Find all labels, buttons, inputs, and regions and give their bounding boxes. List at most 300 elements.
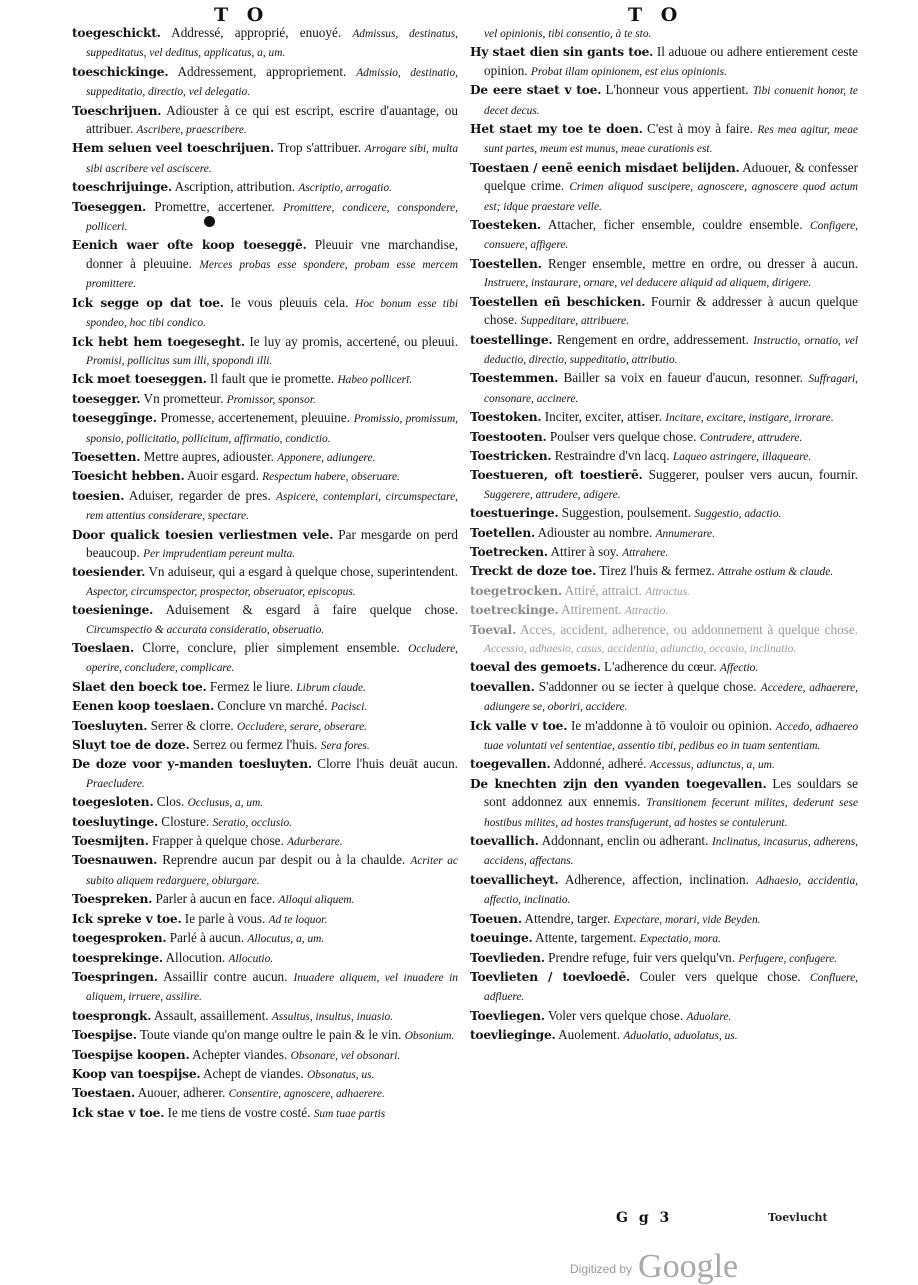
latin-gloss: Obsonare, vel obsonari. (290, 1049, 401, 1062)
dictionary-entry (72, 467, 458, 486)
headword: toevlieginge. (470, 1028, 556, 1043)
french-gloss: Trop s'attribuer. (277, 140, 362, 156)
headword: Koop van toespijse. (72, 1066, 201, 1081)
french-gloss: Fournir & addresser à aucun quelque chose. (484, 293, 858, 328)
latin-gloss: Obsonatus, us. (307, 1068, 375, 1081)
dictionary-entry (470, 621, 858, 659)
headword: Toesluyten. (72, 718, 148, 733)
french-gloss: Inciter, exciter, attiser. (544, 409, 662, 425)
french-gloss: Il fault que ie promette. (210, 371, 335, 387)
headword: Eenich waer ofte koop toeseggē. (72, 238, 307, 253)
french-gloss: Pleuuir vne marchandise, donner à pleuuine. (86, 237, 458, 271)
latin-gloss: Librum claude. (296, 681, 366, 694)
french-gloss: Prendre refuge, fuir vers quelqu'vn. (548, 949, 736, 965)
french-gloss: Suggerer, poulser vers aucun, fournir. (648, 467, 858, 483)
latin-gloss: Attrahe ostium & claude. (717, 566, 834, 579)
dictionary-entry (72, 717, 458, 736)
dictionary-entry (470, 120, 858, 159)
headword: Ick spreke v toe. (72, 911, 182, 926)
latin-gloss: Merces probas esse spondere, probam esse mercem promittere. (86, 258, 458, 291)
headword: Toespringen. (72, 969, 158, 984)
french-gloss: Vn prometteur. (143, 390, 224, 406)
french-gloss: Assault, assaillement. (153, 1007, 269, 1023)
dictionary-entry (72, 697, 458, 716)
french-gloss: Suggestion, poulsement. (561, 505, 692, 521)
latin-gloss: Accedo, adhaereo tuae voluntati vel sententiae, assentio tibi, pedibus eo in tuam sententiam. (484, 720, 858, 753)
google-logo: Google (638, 1248, 739, 1285)
latin-gloss: Per imprudentiam pereunt multa. (143, 547, 296, 560)
french-gloss: Les souldars se sont addonnez aux ennemis. (484, 775, 858, 810)
latin-gloss: Ascribere, praescribere. (136, 124, 247, 137)
dictionary-entry (72, 370, 458, 389)
french-gloss: Adiouster à ce qui est escript, escrire d'auantage, ou attribuer. (86, 102, 458, 137)
latin-gloss: Circumspectio & accurata consideratio, obseruatio. (86, 623, 325, 636)
french-gloss: Ie parle à vous. (184, 910, 266, 926)
french-gloss: Ie m'addonne à tō vouloir ou opinion. (571, 717, 773, 733)
french-gloss: S'addonner ou se iecter à quelque chose. (538, 678, 757, 694)
dictionary-entry (72, 198, 458, 237)
dictionary-entry (470, 949, 858, 968)
dictionary-entry (72, 563, 458, 601)
french-gloss: Poulser vers quelque chose. (549, 428, 697, 444)
dictionary-entry (72, 1104, 458, 1123)
dictionary-entry (470, 408, 858, 427)
headword: Toestellen. (470, 256, 542, 271)
latin-gloss: Aduolare. (686, 1010, 732, 1023)
french-gloss: Frapper à quelque chose. (151, 833, 284, 849)
headword: Eenen koop toeslaen. (72, 699, 214, 714)
french-gloss: Allocution. (165, 949, 226, 965)
headword: toesieninge. (72, 603, 154, 618)
latin-gloss: Suggestio, adactio. (694, 508, 782, 521)
french-gloss: Clorre l'huis deuāt aucun. (317, 756, 458, 772)
latin-gloss: Instructio, ornatio, vel deductio, directio, suppeditatio, attributio. (484, 334, 858, 366)
latin-gloss: Expectatio, mora. (639, 933, 721, 946)
latin-gloss: Contrudere, attrudere. (699, 431, 803, 444)
latin-gloss: Apponere, adiungere. (277, 451, 376, 464)
dictionary-entry (470, 504, 858, 523)
french-gloss: Aduisement & esgard à faire quelque chose. (165, 602, 458, 618)
dictionary-entry (72, 1046, 458, 1065)
latin-gloss: Suggerere, attrudere, adigere. (484, 488, 621, 501)
french-gloss: Addressé, approprié, enuoyé. (171, 25, 342, 40)
french-gloss: Addonné, adheré. (553, 756, 647, 772)
dictionary-entry (72, 409, 458, 448)
dictionary-entry (72, 63, 458, 102)
dictionary-entry (470, 369, 858, 408)
running-head-left: T O (214, 4, 270, 26)
french-gloss: Il aduoue ou adhere entierement ceste opinion. (484, 44, 858, 78)
dictionary-entry (470, 775, 858, 832)
latin-gloss: Suppeditare, attribuere. (520, 315, 629, 328)
headword: toeschrijuinge. (72, 180, 172, 195)
latin-gloss: Laqueo astringere, illaqueare. (672, 450, 812, 463)
headword: Toespijse. (72, 1028, 137, 1043)
dictionary-entry (470, 428, 858, 447)
latin-gloss: Transitionem fecerunt milites, dederunt sese hostibus milites, ad hostes transfugerunt, ad hostes se contulerunt. (484, 797, 858, 829)
french-gloss: Auolement. (558, 1027, 621, 1043)
headword: toegesloten. (72, 795, 154, 810)
headword: Toestricken. (470, 448, 552, 463)
headword: toeuinge. (470, 931, 533, 946)
dictionary-entry (72, 1065, 458, 1084)
latin-gloss: Arrogare sibi, multa sibi ascribere vel asciscere. (86, 143, 458, 175)
headword: Toevlieten / toevloedē. (470, 969, 631, 984)
headword: toesprekinge. (72, 950, 163, 965)
french-gloss: Clorre, conclure, plier simplement ensemble. (142, 640, 400, 655)
dictionary-entry (470, 543, 858, 562)
latin-gloss: Occludere, serare, obserare. (237, 720, 368, 733)
dictionary-entry (470, 1026, 858, 1045)
latin-gloss: Respectum habere, obseruare. (262, 471, 400, 484)
dictionary-entry (470, 582, 858, 601)
headword: De eere staet v toe. (470, 83, 602, 98)
latin-gloss: Configere, consuere, affigere. (484, 220, 858, 252)
latin-gloss: Attractio. (624, 605, 669, 618)
french-gloss: Par mesgarde on perd beaucoup. (86, 526, 458, 560)
latin-gloss: Attractus. (645, 585, 690, 598)
french-gloss: Couler vers quelque chose. (639, 968, 801, 984)
french-gloss: Attirement. (561, 602, 622, 618)
latin-gloss: Allocutus, a, um. (247, 933, 325, 946)
french-gloss: Restraindre d'vn lacq. (554, 447, 670, 463)
french-gloss: Auouer, adherer. (137, 1085, 226, 1101)
headword: Ick hebt hem toegeseght. (72, 334, 245, 349)
latin-gloss: Instruere, instaurare, ornare, vel deducere aliquid ad aliquem, dirigere. (484, 277, 812, 290)
dictionary-entry (470, 331, 858, 370)
latin-gloss: Attrahere. (622, 546, 669, 559)
latin-gloss: Promittere, condicere, conspondere, polliceri. (86, 201, 458, 234)
french-gloss: Promettre, accertener. (154, 198, 275, 214)
french-gloss: Fermez le liure. (209, 678, 294, 694)
latin-gloss: Assultus, insultus, inuasio. (271, 1010, 394, 1023)
latin-gloss: Acriter ac subito aliquem redarguere, obiurgare. (86, 855, 458, 887)
french-gloss: Conclure vn marché. (217, 698, 328, 714)
dictionary-entry (72, 102, 458, 140)
dictionary-entry (72, 294, 458, 333)
headword: toevallen. (470, 679, 535, 694)
french-gloss: L'adherence du cœur. (604, 659, 717, 675)
latin-gloss: Expectare, morari, vide Beyden. (613, 913, 761, 926)
headword: Toestemmen. (470, 371, 559, 386)
latin-gloss: Promisi, pollicitus sum illi, spopondi illi. (86, 354, 273, 367)
dictionary-entry (72, 968, 458, 1007)
headword: Toestooten. (470, 429, 547, 444)
dictionary-entry (470, 929, 858, 948)
dictionary-entry (72, 639, 458, 678)
headword: Toesnauwen. (72, 853, 158, 868)
latin-gloss: Ascriptio, arrogatio. (298, 182, 392, 195)
dictionary-entry (72, 949, 458, 968)
latin-gloss: Incitare, excitare, instigare, irrorare. (665, 412, 834, 425)
french-gloss: Promesse, accertenement, pleuuine. (160, 410, 350, 426)
headword: Toevliegen. (470, 1008, 545, 1023)
headword: Toestaen. (72, 1086, 135, 1101)
dictionary-entry (72, 929, 458, 948)
dictionary-entry (72, 755, 458, 793)
headword: toesprongk. (72, 1008, 152, 1023)
latin-gloss: Seratio, occlusio. (212, 816, 293, 829)
latin-gloss: Adhaesio, accidentia, affectio, inclinatio. (484, 874, 858, 907)
headword: Toeval. (470, 622, 517, 637)
dictionary-entry (72, 1026, 458, 1045)
right-column (470, 24, 858, 1046)
latin-gloss: Pacisci. (330, 701, 368, 714)
dictionary-entry (470, 832, 858, 871)
headword: Door qualick toesien verliestmen vele. (72, 527, 334, 542)
dictionary-entry (72, 601, 458, 639)
headword: toegetrocken. (470, 583, 563, 598)
headword: Hem seluen veel toeschrijuen. (72, 141, 275, 156)
dictionary-entry (72, 448, 458, 467)
headword: toesluytinge. (72, 814, 158, 829)
latin-gloss: Tibi conuenit honor, te decet decus. (484, 85, 858, 117)
french-gloss: Serrer & clorre. (150, 717, 234, 733)
latin-gloss: Inuadere aliquem, vel inuadere in aliquem, irruere, assilire. (86, 971, 458, 1004)
headword: toesien. (72, 488, 125, 503)
dictionary-entry (72, 333, 458, 371)
french-gloss: Bailler sa voix en faueur d'aucun, resonner. (563, 370, 804, 386)
latin-gloss: Accessio, adhaesio, casus, accidentia, adiunctio, occasio, inclinatio. (484, 643, 797, 655)
latin-gloss: Consentire, agnoscere, adhaerere. (228, 1088, 385, 1101)
french-gloss: Acces, accident, adherence, ou addonnement à quelque chose. (520, 621, 858, 637)
headword: Toeschrijuen. (72, 103, 162, 118)
french-gloss: Vn aduiseur, qui a esgard à quelque chose, superintendent. (148, 564, 458, 580)
latin-gloss: Inclinatus, incasurus, adherens, accidens, affectans. (484, 836, 858, 868)
dictionary-entry (72, 678, 458, 697)
latin-gloss: Annumerare. (655, 527, 715, 540)
latin-gloss: Res mea agitur, meae sunt partes, meum est munus, meae curationis est. (484, 124, 858, 156)
latin-gloss: Admissus, destinatus, suppeditatus, vel deditus, applicatus, a, um. (86, 28, 458, 60)
latin-gloss: Accessus, adiunctus, a, um. (649, 759, 775, 772)
french-gloss: Serrez ou fermez l'huis. (192, 737, 318, 753)
latin-gloss: Admissio, destinatio, suppeditatio, directio, vel delegatio. (86, 66, 458, 99)
dictionary-entry (470, 524, 858, 543)
french-gloss: Mettre aupres, adiouster. (143, 448, 274, 464)
headword: toevallicheyt. (470, 872, 559, 887)
headword: De doze voor y-manden toesluyten. (72, 757, 312, 772)
headword: Toespreken. (72, 892, 153, 907)
dictionary-entry (470, 466, 858, 504)
french-gloss: Voler vers quelque chose. (547, 1007, 684, 1023)
headword: Toesetten. (72, 449, 141, 464)
french-gloss: Rengement en ordre, addressement. (556, 331, 749, 347)
latin-gloss: Ad te loquor. (268, 913, 328, 926)
headword: Toesicht hebben. (72, 469, 185, 484)
headword: Slaet den boeck toe. (72, 679, 207, 694)
latin-gloss: Occludere, operire, concludere, complicare. (86, 643, 458, 675)
french-gloss: C'est à moy à faire. (647, 121, 753, 137)
french-gloss: Toute viande qu'on mange oultre le pain & le vin. (139, 1027, 402, 1043)
dictionary-entry (72, 390, 458, 409)
headword: Toestueren, oft toestierē. (470, 468, 643, 483)
headword: Toesteken. (470, 218, 542, 233)
headword: Toestoken. (470, 410, 542, 425)
dictionary-entry (470, 293, 858, 331)
headword: toegevallen. (470, 757, 551, 772)
latin-gloss: Crimen aliquod suscipere, agnoscere, agnoscere quod actum est; idque praestare velle. (484, 181, 858, 213)
dictionary-entry (72, 832, 458, 851)
dictionary-entry (470, 24, 858, 43)
headword: Toesmijten. (72, 834, 149, 849)
french-gloss: Parlé à aucun. (169, 930, 245, 946)
latin-gloss: Occlusus, a, um. (187, 797, 264, 810)
headword: Toeseggen. (72, 199, 147, 214)
dictionary-entry (72, 813, 458, 832)
latin-gloss: Adurberare. (287, 836, 343, 849)
dictionary-entry (72, 526, 458, 564)
headword: toevallich. (470, 834, 539, 849)
french-gloss: Ie luy ay promis, accertené, ou pleuui. (249, 333, 458, 349)
headword: Toeuen. (470, 911, 522, 926)
headword: toeschickinge. (72, 64, 169, 79)
headword: Toestellen eñ beschicken. (470, 294, 646, 309)
headword: De knechten zijn den vyanden toegevallen. (470, 776, 767, 791)
french-gloss: Parler à aucun en face. (155, 891, 276, 907)
headword: Hy staet dien sin gants toe. (470, 45, 654, 60)
dictionary-entry (72, 851, 458, 890)
headword: toeval des gemoets. (470, 660, 601, 675)
dictionary-entry (72, 178, 458, 197)
dictionary-entry (72, 487, 458, 526)
dictionary-entry (470, 81, 858, 120)
french-gloss: Attirer à soy. (550, 543, 619, 559)
dictionary-entry (470, 216, 858, 255)
headword: Toeslaen. (72, 641, 134, 655)
dictionary-entry (470, 717, 858, 756)
latin-gloss: Probat illam opinionem, est eius opinionis. (530, 65, 727, 78)
french-gloss: Renger ensemble, mettre en ordre, ou dresser à aucun. (548, 255, 858, 271)
french-gloss: Closture. (161, 813, 210, 829)
french-gloss: Ascription, attribution. (174, 179, 296, 195)
dictionary-entry (470, 658, 858, 677)
latin-gloss: Accedere, adhaerere, adiungere se, oboriri, accidere. (484, 681, 858, 714)
latin-gloss: Praecludere. (86, 777, 145, 790)
headword: Sluyt toe de doze. (72, 738, 190, 753)
dictionary-entry (470, 755, 858, 774)
french-gloss: Aduouer, & confesser quelque crime. (484, 159, 858, 194)
french-gloss: Ie vous pleuuis cela. (230, 294, 349, 310)
dictionary-entry (72, 1007, 458, 1026)
french-gloss: Aduiser, regarder de pres. (128, 487, 271, 503)
french-gloss: Attacher, ficher ensemble, couldre ensemble. (547, 217, 803, 233)
dictionary-entry (470, 255, 858, 293)
dictionary-entry (72, 910, 458, 929)
latin-gloss: Affectio. (719, 662, 759, 675)
headword: toegesproken. (72, 931, 167, 946)
dictionary-entry (470, 678, 858, 717)
signature-mark: G g 3 (616, 1210, 673, 1226)
dictionary-entry (470, 1007, 858, 1026)
latin-gloss: Perfugere, confugere. (738, 952, 838, 965)
french-gloss: Addonnant, enclin ou adherant. (541, 833, 709, 849)
headword: Ick moet toeseggen. (72, 372, 207, 387)
latin-gloss: Allocutio. (228, 952, 274, 965)
dictionary-entry (470, 601, 858, 620)
latin-gloss: vel opinionis, tibi consentio, à te sto. (484, 28, 652, 40)
latin-gloss: Sera fores. (320, 740, 370, 753)
headword: Toetellen. (470, 525, 536, 540)
latin-gloss: Confluere, adfluere. (484, 971, 858, 1004)
latin-gloss: Aspicere, contemplari, circumspectare, rem attentius considerare, spectare. (86, 490, 458, 523)
left-column (72, 24, 458, 1123)
headword: Het staet my toe te doen. (470, 122, 643, 137)
french-gloss: Clos. (156, 794, 185, 810)
latin-gloss: Obsonium. (404, 1030, 455, 1043)
french-gloss: Adiouster au nombre. (537, 524, 653, 540)
french-gloss: Assaillir contre aucun. (163, 968, 288, 984)
headword: Toevlieden. (470, 950, 545, 965)
french-gloss: Tirez l'huis & fermez. (599, 563, 715, 579)
running-head-right: T O (628, 4, 684, 26)
headword: Ick stae v toe. (72, 1105, 165, 1120)
french-gloss: Achepter viandes. (192, 1046, 288, 1062)
dictionary-entry (72, 139, 458, 178)
french-gloss: Reprendre aucun par despit ou à la chaulde. (162, 852, 406, 868)
headword: Treckt de doze toe. (470, 564, 597, 579)
dictionary-entry (72, 736, 458, 755)
latin-gloss: Alloqui aliquem. (278, 894, 355, 907)
headword: toesiender. (72, 565, 146, 580)
dictionary-entry (470, 968, 858, 1007)
french-gloss: Attente, targement. (535, 930, 637, 946)
latin-gloss: Hoc bonum esse tibi spondeo, hoc tibi condico. (86, 297, 458, 330)
ink-blot (204, 216, 215, 227)
latin-gloss: Suffragari, consonare, accinere. (484, 373, 858, 405)
latin-gloss: Habeo pollicerī. (337, 374, 413, 387)
dictionary-entry (470, 910, 858, 929)
headword: toeseggīnge. (72, 411, 157, 426)
headword: Toespijse koopen. (72, 1047, 190, 1062)
dictionary-entry (72, 1084, 458, 1103)
french-gloss: Achept de viandes. (203, 1065, 304, 1081)
french-gloss: Auoir esgard. (187, 468, 259, 484)
headword: Toetrecken. (470, 544, 548, 559)
headword: Ick segge op dat toe. (72, 295, 224, 310)
headword: toetreckinge. (470, 603, 559, 618)
dictionary-entry (72, 236, 458, 293)
dictionary-entry (470, 43, 858, 81)
french-gloss: Ie me tiens de vostre costé. (167, 1104, 311, 1120)
latin-gloss: Aduolatio, aduolatus, us. (623, 1030, 738, 1043)
headword: toesegger. (72, 391, 141, 406)
headword: toestellinge. (470, 332, 553, 347)
dictionary-entry (470, 562, 858, 581)
latin-gloss: Aspector, circumspector, prospector, obseruator, episcopus. (86, 585, 356, 598)
latin-gloss: Promissor, sponsor. (226, 393, 316, 406)
dictionary-entry (72, 793, 458, 812)
latin-gloss: Promissio, promissum, sponsio, pollicitatio, pollicitum, affirmatio, condictio. (86, 413, 458, 445)
headword: Toestaen / eenē eenich misdaet belijden. (470, 160, 740, 175)
french-gloss: Attiré, attraict. (564, 582, 642, 598)
dictionary-entry (72, 890, 458, 909)
headword: Ick valle v toe. (470, 718, 568, 733)
latin-gloss: Sum tuae partis (313, 1107, 386, 1120)
french-gloss: L'honneur vous appertient. (605, 82, 749, 98)
headword: toegeschickt. (72, 26, 161, 40)
dictionary-entry (470, 447, 858, 466)
catchword: Toevlucht (768, 1211, 828, 1224)
digitized-watermark (570, 1248, 739, 1285)
dictionary-entry (470, 159, 858, 216)
french-gloss: Attendre, targer. (524, 910, 611, 926)
french-gloss: Addressement, appropriement. (177, 63, 347, 79)
dictionary-entry (72, 24, 458, 63)
french-gloss: Adherence, affection, inclination. (564, 871, 749, 887)
dictionary-entry (470, 871, 858, 910)
watermark-prefix: Digitized by (570, 1262, 633, 1276)
headword: toestueringe. (470, 506, 559, 521)
